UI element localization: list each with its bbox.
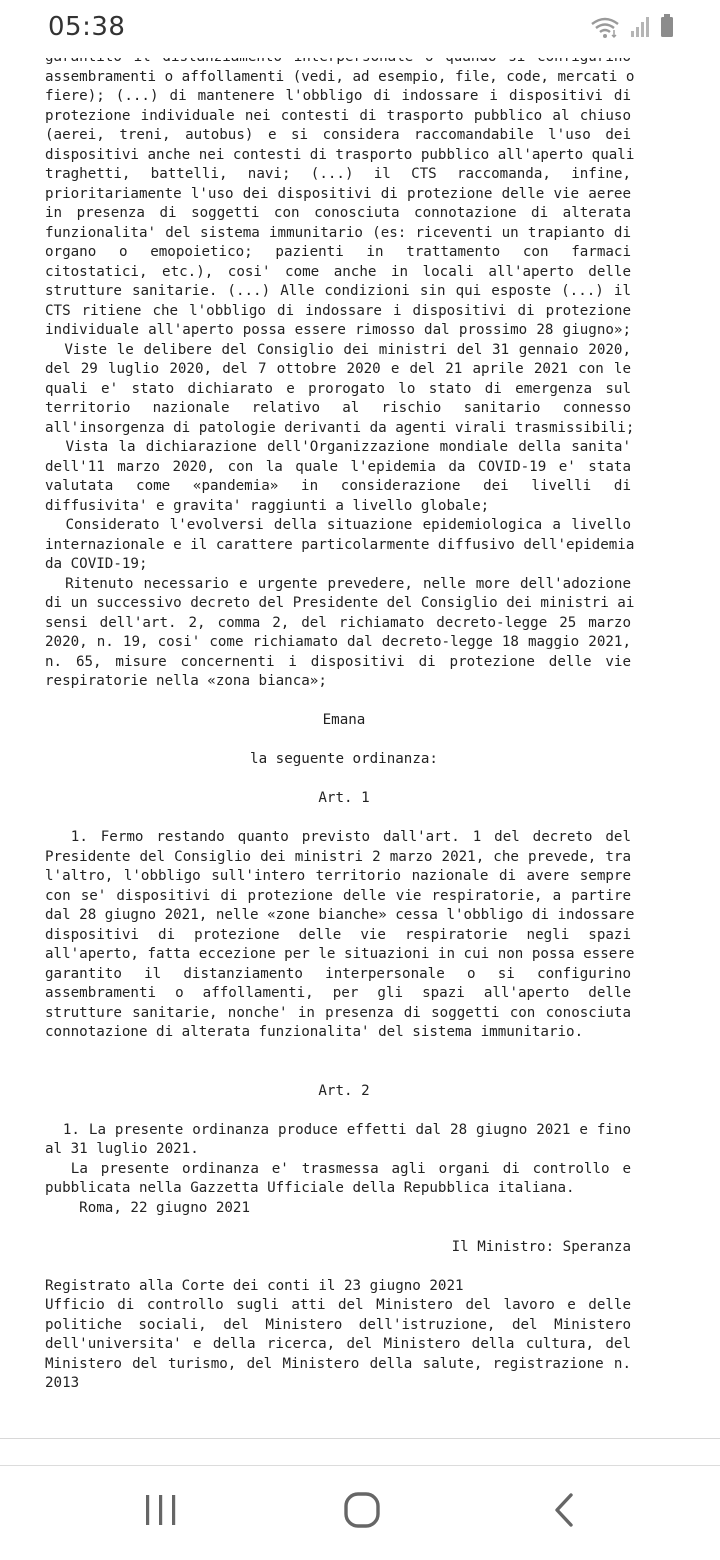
document-line: internazionale e il carattere particolarmente diffusivo dell'epidemia [45,536,635,553]
document-line: la seguente ordinanza: [250,751,438,767]
document-line: con se' dispositivi di protezione delle vie respiratorie, a partire [45,887,631,904]
document-line: (aerei, treni, autobus) e si considera raccomandabile l'uso dei [45,127,631,143]
status-bar [0,0,720,58]
document-line: l'altro, l'obbligo sull'intero territorio nazionale di avere sempre [45,868,631,884]
blank-line [45,731,631,751]
document-line: quali e' stato dichiarato e prorogato lo stato di emergenza sul [45,380,631,397]
document-line: dispositivi anche nei contesti di trasporto pubblico all'aperto quali [45,146,635,163]
document-line: dell'11 marzo 2020, con la quale l'epidemia da COVID-19 e' stata [45,458,631,475]
document-line: dispositivi di protezione delle vie respiratorie negli spazi [45,926,631,943]
document-line: diffusivita' e gravita' raggiunti a livello globale; [45,497,490,514]
blank-line [45,809,631,829]
document-line: respiratorie nella «zona bianca»; [45,673,327,689]
home-icon [343,1491,381,1533]
document-line: garantito il distanziamento interpersonale o si configurino [45,965,631,982]
document-line: Vista la dichiarazione dell'Organizzazione mondiale della sanita' [45,439,631,455]
blank-line [45,1043,631,1063]
document-line: sensi dell'art. 2, comma 2, del richiamato decreto-legge 25 marzo [45,614,631,631]
back-chevron-icon [552,1492,576,1532]
blank-line [45,1257,631,1277]
document-line: del 29 luglio 2020, del 7 ottobre 2020 e del 21 aprile 2021 con le [45,361,631,377]
document-line: al 31 luglio 2021. [45,1141,199,1157]
document-line: Il Ministro: Speranza [451,1238,631,1255]
document-line: Considerato l'evolversi della situazione epidemiologica a livello [45,517,631,533]
document-line: Viste le delibere del Consiglio dei ministri del 31 gennaio 2020, [45,341,631,358]
document-line: Ufficio di controllo sugli atti del Ministero del lavoro e delle [45,1297,631,1313]
document-line: citostatici, etc.), cosi' come anche in locali all'aperto delle [45,263,631,280]
document-line: all'aperto, fatta eccezione per le situazioni in cui non possa essere [45,946,635,962]
document-line: 1. La presente ordinanza produce effetti dal 28 giugno 2021 e fino [45,1121,631,1138]
document-line: da COVID-19; [45,556,148,572]
home-button[interactable] [322,1484,402,1540]
navigation-bar [0,1465,720,1560]
document-line: Emana [322,712,366,728]
document-line: Art. 2 [318,1082,370,1099]
document-line: Presidente del Consiglio dei ministri 2 marzo 2021, che prevede, tra [45,848,631,865]
document-line: dell'universita' e della ricerca, del Ministero della cultura, del [45,1336,631,1352]
document-line: in presenza di soggetti con conosciuta connotazione di alterata [45,205,631,221]
status-time: 05:38 [48,12,126,42]
blank-line [45,1101,631,1121]
document-line: CTS ritiene che l'obbligo di indossare i dispositivi di protezione [45,302,631,319]
document-line: assembramenti o affollamenti (vedi, ad esempio, file, code, mercati o [45,68,635,85]
recent-apps-icon [143,1493,179,1531]
document-line: valutata come «pandemia» in considerazione dei livelli di [45,478,631,494]
document-line: Registrato alla Corte dei conti il 23 giugno 2021 [45,1277,464,1294]
document-line: Ministero del turismo, del Ministero della salute, registrazione n. [45,1355,631,1372]
document-line: 2013 [45,1375,80,1391]
document-line: dal 28 giugno 2021, nelle «zone bianche» cessa l'obbligo di indossare [45,907,635,923]
back-button[interactable] [524,1484,604,1540]
document-line: politiche sociali, del Ministero dell'istruzione, del Ministero [45,1316,631,1333]
document-text [45,48,635,1394]
document-line: prioritariamente l'uso dei dispositivi di protezione delle vie aeree [45,185,631,202]
document-line: individuale all'aperto possa essere rimosso dal prossimo 28 giugno»; [45,322,631,338]
document-line: strutture sanitarie, nonche' in presenza di soggetti con conosciuta [45,1004,631,1021]
wifi-icon [590,16,620,42]
bottom-divider [0,1438,720,1439]
document-line: fiere); (...) di mantenere l'obbligo di indossare i dispositivi di [45,88,631,104]
document-line: organo o emopoietico; pazienti in trattamento con farmaci [45,244,631,260]
battery-icon [660,14,674,42]
document-line: di un successivo decreto del Presidente del Consiglio dei ministri ai [45,595,635,611]
document-line: 2020, n. 19, cosi' come richiamato dal decreto-legge 18 maggio 2021, [45,634,631,650]
document-line: all'insorgenza di patologie derivanti da agenti virali trasmissibili; [45,419,635,436]
document-line: Roma, 22 giugno 2021 [45,1199,250,1216]
blank-line [45,770,631,790]
document-line: protezione individuale nei contesti di trasporto pubblico al chiuso [45,107,631,124]
document-line: Ritenuto necessario e urgente prevedere, nelle more dell'adozione [45,575,631,592]
document-line: La presente ordinanza e' trasmessa agli organi di controllo e [45,1160,631,1177]
recent-apps-button[interactable] [121,1484,201,1540]
blank-line [45,692,631,712]
document-line: strutture sanitarie. (...) Alle condizioni sin qui esposte (...) il [45,283,631,299]
document-line: n. 65, misure concernenti i dispositivi di protezione delle vie [45,653,631,670]
document-line: traghetti, battelli, navi; (...) il CTS raccomanda, infine, [45,166,631,182]
status-icons [590,16,674,42]
document-line: connotazione di alterata funzionalita' del sistema immunitario. [45,1024,584,1040]
document-line: Art. 1 [318,790,370,806]
document-line: 1. Fermo restando quanto previsto dall'art. 1 del decreto del [45,829,631,845]
document-line: pubblicata nella Gazzetta Ufficiale della Repubblica italiana. [45,1180,575,1196]
document-line: territorio nazionale relativo al rischio sanitario connesso [45,400,631,416]
document-line: funzionalita' del sistema immunitario (es: riceventi un trapianto di [45,224,631,241]
blank-line [45,1062,631,1082]
signal-icon [630,16,650,42]
blank-line [45,1218,631,1238]
document-line: assembramenti o affollamenti, per gli spazi all'aperto delle [45,985,631,1001]
